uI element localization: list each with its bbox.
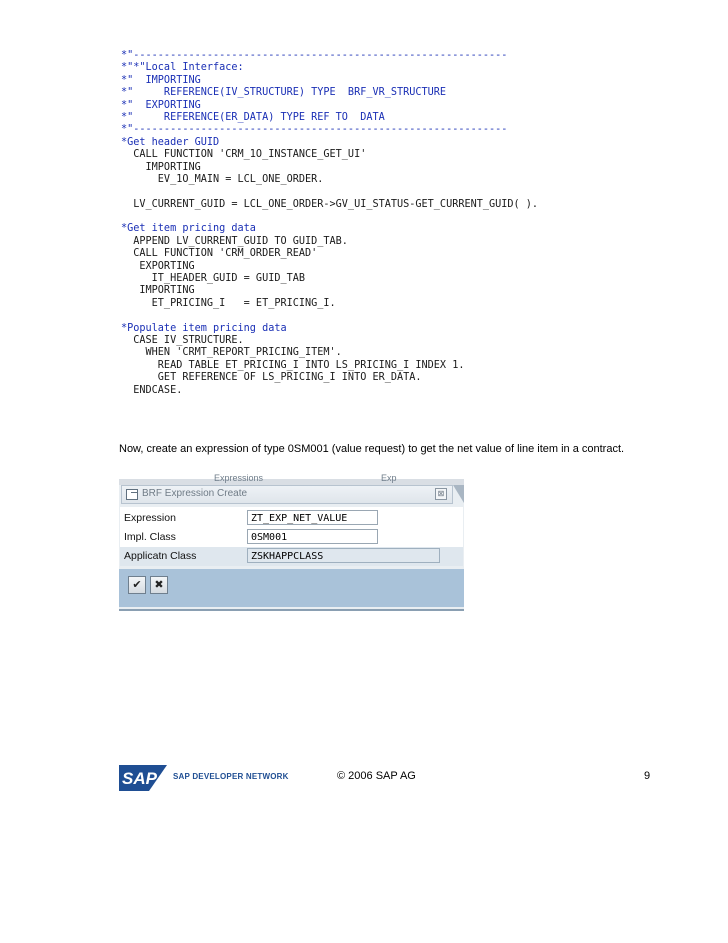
code-line: EV_1O_MAIN = LCL_ONE_ORDER. — [121, 173, 324, 185]
code-line: *" IMPORTING — [121, 74, 201, 86]
application-class-label: Applicatn Class — [124, 550, 197, 562]
sap-logo — [119, 765, 167, 791]
copyright: © 2006 SAP AG — [337, 770, 416, 782]
application-class-row — [120, 547, 463, 566]
code-line: EXPORTING — [121, 260, 195, 272]
background-window-label-2: Exp — [381, 473, 397, 483]
background-window-label: Expressions — [214, 473, 264, 483]
title-bar-corner — [453, 485, 464, 503]
brf-expression-create-dialog — [119, 473, 464, 611]
code-line: *"------------------------------------------------------------- — [121, 124, 508, 136]
code-line — [121, 310, 538, 322]
impl-class-row — [120, 528, 463, 547]
code-line: IT_HEADER_GUID = GUID_TAB — [121, 273, 306, 285]
window-icon — [126, 489, 138, 500]
application-class-input[interactable]: ZSKHAPPCLASS — [247, 548, 440, 563]
dialog-title-bar[interactable] — [121, 485, 453, 504]
code-line: *Get item pricing data — [121, 223, 256, 235]
close-icon[interactable]: ⊠ — [435, 488, 447, 500]
code-line: *"------------------------------------------------------------- — [121, 50, 508, 61]
code-line: ENDCASE. — [121, 384, 183, 396]
confirm-button[interactable]: ✔ — [128, 576, 146, 594]
body-paragraph: Now, create an expression of type 0SM001 (value request) to get the net value of line item in a contract. — [119, 443, 625, 455]
code-line — [121, 211, 538, 223]
code-line: CASE IV_STRUCTURE. — [121, 334, 244, 346]
code-line: APPEND LV_CURRENT_GUID TO GUID_TAB. — [121, 235, 348, 247]
code-line: LV_CURRENT_GUID = LCL_ONE_ORDER->GV_UI_STATUS-GET_CURRENT_GUID( ). — [121, 198, 539, 210]
code-line: IMPORTING — [121, 285, 195, 297]
code-line: *" REFERENCE(IV_STRUCTURE) TYPE BRF_VR_STRUCTURE — [121, 87, 447, 99]
developer-network-label: SAP DEVELOPER NETWORK — [173, 772, 289, 781]
expression-input[interactable]: ZT_EXP_NET_VALUE — [247, 510, 378, 525]
code-line: CALL FUNCTION 'CRM_1O_INSTANCE_GET_UI' — [121, 149, 367, 161]
dialog-title: BRF Expression Create — [142, 488, 248, 499]
code-line: GET REFERENCE OF LS_PRICING_I INTO ER_DATA. — [121, 372, 422, 384]
sap-logo-text: SAP — [122, 769, 157, 788]
expression-form — [120, 507, 463, 566]
code-line: *"*"Local Interface: — [121, 62, 244, 74]
cancel-button[interactable]: ✖ — [150, 576, 168, 594]
code-line — [121, 186, 538, 198]
code-line: *Populate item pricing data — [121, 322, 287, 334]
code-line: ET_PRICING_I = ET_PRICING_I. — [121, 297, 336, 309]
code-screenshot — [117, 44, 548, 407]
expression-row — [120, 509, 463, 528]
code-line: *Get header GUID — [121, 136, 220, 148]
impl-class-label: Impl. Class — [124, 531, 176, 543]
code-line: *" EXPORTING — [121, 99, 201, 111]
code-line: IMPORTING — [121, 161, 201, 173]
code-line: WHEN 'CRMT_REPORT_PRICING_ITEM'. — [121, 347, 342, 359]
page-number: 9 — [644, 770, 651, 782]
code-line: READ TABLE ET_PRICING_I INTO LS_PRICING_I INDEX 1. — [121, 359, 465, 371]
code-line: CALL FUNCTION 'CRM_ORDER_READ' — [121, 248, 318, 260]
impl-class-input[interactable]: 0SM001 — [247, 529, 378, 544]
expression-label: Expression — [124, 512, 176, 524]
code-line: *" REFERENCE(ER_DATA) TYPE REF TO DATA — [121, 111, 385, 123]
dialog-button-bar — [119, 569, 464, 607]
abap-code-listing — [121, 50, 538, 397]
